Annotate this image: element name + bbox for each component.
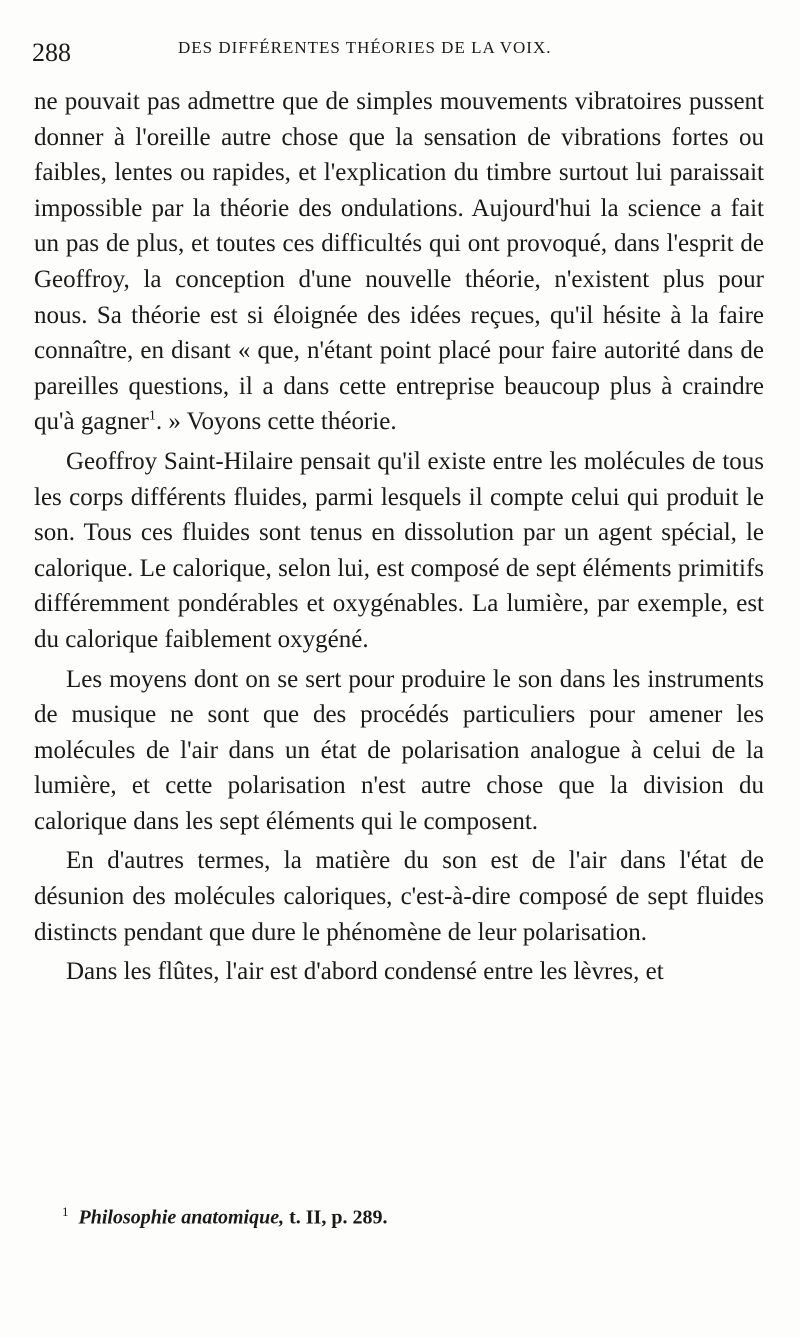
footnote-reference-marker: 1 [148,409,156,425]
footnote [62,1204,387,1230]
footnote-title: Philosophie anatomique, [78,1206,285,1229]
footnote-marker: 1 [62,1204,69,1219]
paragraph-2: Geoffroy Saint-Hilaire pensait qu'il existe entre les molécules de tous les corps différents fluides, parmi lesquels il compte celui qui produit le son. Tous ces fluides sont tenus en dissolution par un agent spécial, le calorique. Le calorique, selon lui, est composé de sept éléments primitifs différemment pondérables et oxygénables. La lumière, par exemple, est du calorique faiblement oxygéné. [34,447,764,653]
paragraph-1-tail: . » Voyons cette théorie. [155,408,397,436]
page-number: 288 [32,38,71,67]
paragraph-1-text: ne pouvait pas admettre que de simples mouvements vibratoires pussent donner à l'oreille autre chose que la sensation de vibrations fortes ou faibles, lentes ou rapides, et l'explication du timbre surtout lui paraissait impossible par la théorie des ondulations. Aujourd'hui la science a fait un pas de plus, et toutes ces difficultés qui ont provoqué, dans l'esprit de Geoffroy, la conception d'une nouvelle théorie, n'existent plus pour nous. Sa théorie est si éloignée des idées reçues, qu'il hésite à la faire connaître, en disant « que, n'étant point placé pour faire autorité dans de pareilles questions, il a dans cette entreprise beaucoup plus à craindre qu'à gagner [34,88,764,436]
paragraph-1 [34,84,764,440]
paragraph-3: Les moyens dont on se sert pour produire le son dans les instruments de musique ne sont que des procédés particuliers pour amener les molécules de l'air dans un état de polarisation analogue à celui de la lumière, et cette polarisation n'est autre chose que la division du calorique dans les sept éléments qui le composent. [34,665,764,835]
body-text [34,84,764,990]
paragraph-5: Dans les flûtes, l'air est d'abord condensé entre les lèvres, et [66,958,664,986]
running-title: DES DIFFÉRENTES THÉORIES DE LA VOIX. [178,38,552,57]
footnote-reference: t. II, p. 289. [289,1206,388,1229]
paragraph-4: En d'autres termes, la matière du son est de l'air dans l'état de désunion des molécules caloriques, c'est-à-dire composé de sept fluides distincts pendant que dure le phénomène de leur polarisation. [34,847,764,946]
page-header [32,34,760,74]
